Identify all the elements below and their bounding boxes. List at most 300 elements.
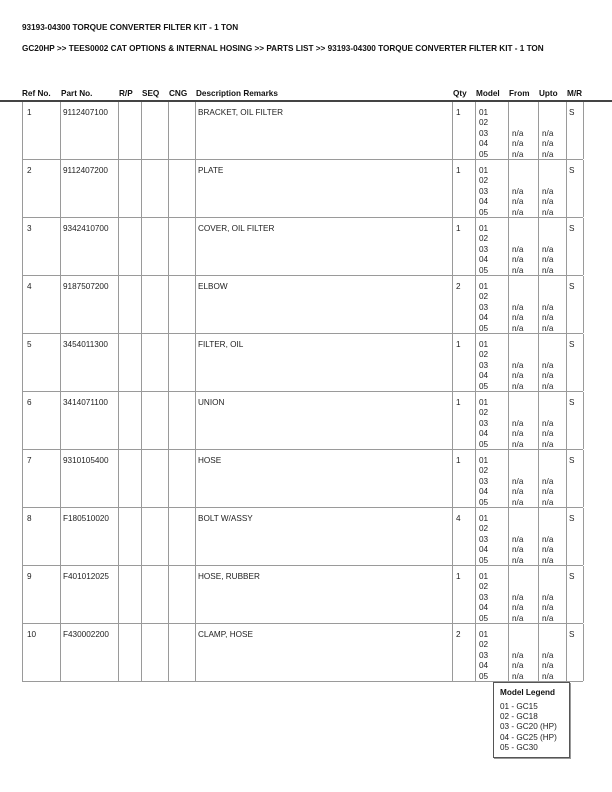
column-divider — [195, 624, 196, 681]
cell-models-line: 01 — [479, 630, 489, 639]
cell-part-no: 9342410700 — [63, 224, 109, 233]
column-divider — [141, 450, 142, 507]
cell-from-line: n/a — [512, 371, 524, 381]
cell-from-line — [512, 640, 523, 650]
cell-from — [512, 572, 523, 624]
cell-upto-line — [542, 408, 553, 418]
cell-models-line: 04 — [479, 255, 489, 265]
cell-upto-line: n/a — [542, 381, 554, 391]
column-divider — [583, 334, 584, 391]
cell-models-line: 03 — [479, 418, 489, 428]
cell-models-line: 03 — [479, 650, 489, 660]
column-divider — [538, 276, 539, 333]
legend-item: 03 - GC20 (HP) — [500, 722, 557, 732]
column-divider — [452, 218, 453, 275]
column-divider — [566, 160, 567, 217]
cell-from — [512, 282, 523, 334]
cell-mr: S — [569, 166, 575, 175]
cell-from-line: n/a — [512, 613, 524, 623]
cell-models-line: 01 — [479, 108, 489, 117]
column-divider — [141, 566, 142, 623]
cell-upto-line: n/a — [542, 429, 554, 439]
table-row — [22, 624, 583, 682]
column-divider — [118, 624, 119, 681]
cell-upto-line: n/a — [542, 418, 554, 428]
col-ref-no: Ref No. — [22, 89, 51, 98]
column-divider — [566, 218, 567, 275]
column-divider — [583, 508, 584, 565]
cell-from-line — [512, 466, 523, 476]
column-divider — [566, 276, 567, 333]
cell-upto-line — [542, 118, 553, 128]
cell-from-line: n/a — [512, 661, 524, 671]
cell-upto-line: n/a — [542, 128, 554, 138]
column-divider — [168, 160, 169, 217]
column-divider — [118, 160, 119, 217]
cell-from-line: n/a — [512, 545, 524, 555]
legend-item: 04 - GC25 (HP) — [500, 732, 557, 742]
cell-description: HOSE, RUBBER — [198, 572, 260, 581]
column-divider — [141, 218, 142, 275]
cell-upto-line — [542, 282, 553, 292]
column-divider — [60, 508, 61, 565]
cell-from-line: n/a — [512, 197, 524, 207]
column-divider — [118, 508, 119, 565]
column-divider — [508, 392, 509, 449]
cell-qty: 2 — [456, 630, 461, 639]
column-divider — [452, 508, 453, 565]
cell-qty: 2 — [456, 282, 461, 291]
cell-upto-line: n/a — [542, 613, 554, 623]
cell-upto-line: n/a — [542, 323, 554, 333]
cell-models-line: 01 — [479, 340, 489, 349]
cell-description: UNION — [198, 398, 225, 407]
cell-upto — [542, 456, 553, 508]
cell-upto-line — [542, 224, 553, 234]
cell-models — [479, 108, 488, 160]
column-divider — [508, 102, 509, 159]
column-divider — [22, 566, 23, 623]
cell-mr: S — [569, 340, 575, 349]
cell-upto — [542, 514, 553, 566]
cell-upto — [542, 630, 553, 682]
cell-from-line: n/a — [512, 207, 524, 217]
cell-from-line: n/a — [512, 302, 524, 312]
cell-models-line: 02 — [479, 582, 489, 592]
cell-upto — [542, 572, 553, 624]
cell-upto — [542, 108, 553, 160]
column-divider — [583, 624, 584, 681]
cell-from-line: n/a — [512, 439, 524, 449]
column-divider — [168, 102, 169, 159]
cell-models-line: 03 — [479, 186, 489, 196]
cell-upto-line — [542, 234, 553, 244]
column-divider — [583, 566, 584, 623]
cell-qty: 1 — [456, 456, 461, 465]
cell-models-line: 02 — [479, 640, 489, 650]
column-divider — [168, 392, 169, 449]
cell-mr: S — [569, 456, 575, 465]
cell-part-no: 9310105400 — [63, 456, 109, 465]
cell-from-line — [512, 398, 523, 408]
cell-from — [512, 166, 523, 218]
cell-upto-line — [542, 514, 553, 524]
cell-models-line: 04 — [479, 429, 489, 439]
column-divider — [168, 508, 169, 565]
column-divider — [60, 160, 61, 217]
cell-ref-no: 9 — [27, 572, 32, 581]
cell-mr: S — [569, 514, 575, 523]
cell-upto-line — [542, 582, 553, 592]
cell-ref-no: 8 — [27, 514, 32, 523]
col-model: Model — [476, 89, 500, 98]
column-divider — [583, 276, 584, 333]
cell-from-line — [512, 108, 523, 118]
cell-models-line: 05 — [479, 149, 489, 159]
cell-mr: S — [569, 108, 575, 117]
col-from: From — [509, 89, 530, 98]
cell-models-line: 04 — [479, 545, 489, 555]
cell-upto-line — [542, 456, 553, 466]
cell-upto-line: n/a — [542, 661, 554, 671]
column-divider — [452, 566, 453, 623]
column-divider — [195, 218, 196, 275]
column-divider — [118, 334, 119, 391]
cell-models-line: 01 — [479, 224, 489, 233]
cell-from-line: n/a — [512, 429, 524, 439]
cell-ref-no: 4 — [27, 282, 32, 291]
cell-part-no: 9112407100 — [63, 108, 108, 117]
column-divider — [538, 624, 539, 681]
column-divider — [22, 102, 23, 159]
cell-from-line: n/a — [512, 139, 524, 149]
cell-description: COVER, OIL FILTER — [198, 224, 275, 233]
legend-items — [500, 702, 557, 753]
legend-item: 02 - GC18 — [500, 712, 538, 722]
cell-models-line: 04 — [479, 603, 489, 613]
column-divider — [475, 102, 476, 159]
column-divider — [566, 624, 567, 681]
table-row — [22, 392, 583, 450]
column-divider — [60, 102, 61, 159]
cell-from-line — [512, 224, 523, 234]
column-divider — [195, 276, 196, 333]
cell-models — [479, 282, 488, 334]
cell-from-line — [512, 524, 523, 534]
cell-from — [512, 340, 523, 392]
cell-upto-line: n/a — [542, 302, 554, 312]
column-divider — [141, 624, 142, 681]
cell-models — [479, 572, 488, 624]
cell-from-line — [512, 408, 523, 418]
col-qty: Qty — [453, 89, 467, 98]
cell-from-line — [512, 282, 523, 292]
cell-mr: S — [569, 572, 575, 581]
cell-models-line: 03 — [479, 302, 489, 312]
cell-upto-line — [542, 108, 553, 118]
cell-from-line: n/a — [512, 381, 524, 391]
cell-upto — [542, 340, 553, 392]
cell-from-line: n/a — [512, 265, 524, 275]
column-divider — [118, 566, 119, 623]
column-divider — [475, 392, 476, 449]
cell-from-line: n/a — [512, 313, 524, 323]
cell-from-line — [512, 340, 523, 350]
col-description: Description Remarks — [196, 89, 278, 98]
cell-qty: 1 — [456, 224, 461, 233]
cell-description: ELBOW — [198, 282, 228, 291]
cell-upto-line: n/a — [542, 186, 554, 196]
cell-ref-no: 1 — [27, 108, 32, 117]
col-rp: R/P — [119, 89, 133, 98]
column-divider — [60, 334, 61, 391]
cell-part-no: 3454011300 — [63, 340, 108, 349]
cell-models-line: 03 — [479, 534, 489, 544]
cell-upto-line: n/a — [542, 497, 554, 507]
cell-part-no: F430002200 — [63, 630, 109, 639]
cell-ref-no: 2 — [27, 166, 32, 175]
cell-models-line: 02 — [479, 292, 489, 302]
cell-models-line: 03 — [479, 592, 489, 602]
cell-qty: 1 — [456, 572, 461, 581]
column-divider — [452, 450, 453, 507]
cell-upto-line: n/a — [542, 265, 554, 275]
column-divider — [566, 508, 567, 565]
cell-models — [479, 224, 488, 276]
column-divider — [141, 276, 142, 333]
cell-description: CLAMP, HOSE — [198, 630, 253, 639]
cell-upto-line: n/a — [542, 139, 554, 149]
cell-models-line: 01 — [479, 398, 489, 407]
cell-models-line: 01 — [479, 514, 489, 523]
cell-models-line: 04 — [479, 487, 489, 497]
column-divider — [508, 508, 509, 565]
cell-from-line: n/a — [512, 186, 524, 196]
cell-from-line — [512, 582, 523, 592]
cell-upto — [542, 398, 553, 450]
cell-models-line: 02 — [479, 524, 489, 534]
column-divider — [141, 160, 142, 217]
column-divider — [508, 218, 509, 275]
cell-upto-line: n/a — [542, 592, 554, 602]
table-row — [22, 102, 583, 160]
col-part-no: Part No. — [61, 89, 93, 98]
column-divider — [452, 102, 453, 159]
cell-from-line — [512, 514, 523, 524]
cell-models — [479, 456, 488, 508]
column-divider — [168, 624, 169, 681]
cell-models-line: 02 — [479, 118, 489, 128]
cell-upto — [542, 282, 553, 334]
cell-from-line — [512, 176, 523, 186]
column-divider — [566, 334, 567, 391]
column-divider — [60, 276, 61, 333]
cell-from-line — [512, 292, 523, 302]
cell-from-line: n/a — [512, 650, 524, 660]
column-divider — [538, 392, 539, 449]
column-divider — [538, 450, 539, 507]
column-divider — [452, 624, 453, 681]
table-row — [22, 276, 583, 334]
column-divider — [508, 450, 509, 507]
column-divider — [195, 160, 196, 217]
legend-item: 05 - GC30 — [500, 742, 538, 752]
column-divider — [195, 566, 196, 623]
cell-upto-line — [542, 398, 553, 408]
cell-from-line: n/a — [512, 671, 524, 681]
column-divider — [508, 160, 509, 217]
column-divider — [583, 450, 584, 507]
col-cng: CNG — [169, 89, 188, 98]
cell-from-line: n/a — [512, 418, 524, 428]
column-divider — [538, 102, 539, 159]
col-seq: SEQ — [142, 89, 160, 98]
cell-upto-line: n/a — [542, 149, 554, 159]
cell-upto-line: n/a — [542, 360, 554, 370]
cell-models-line: 03 — [479, 360, 489, 370]
column-divider — [168, 566, 169, 623]
breadcrumb: GC20HP >> TEES0002 CAT OPTIONS & INTERNAL HOSING >> PARTS LIST >> 93193-04300 TORQUE CONVERTER FILTER KIT - 1 TON — [22, 44, 544, 53]
cell-mr: S — [569, 282, 575, 291]
cell-from-line: n/a — [512, 255, 524, 265]
cell-models-line: 05 — [479, 207, 489, 217]
column-divider — [475, 624, 476, 681]
column-divider — [195, 334, 196, 391]
column-divider — [508, 566, 509, 623]
cell-from-line: n/a — [512, 244, 524, 254]
cell-part-no: 9187507200 — [63, 282, 109, 291]
cell-upto-line — [542, 630, 553, 640]
cell-from — [512, 398, 523, 450]
cell-models — [479, 340, 488, 392]
cell-from-line — [512, 630, 523, 640]
table-row — [22, 566, 583, 624]
cell-from — [512, 514, 523, 566]
column-divider — [22, 276, 23, 333]
table-row — [22, 334, 583, 392]
cell-models-line: 05 — [479, 439, 489, 449]
column-divider — [22, 624, 23, 681]
cell-from-line: n/a — [512, 497, 524, 507]
cell-upto-line: n/a — [542, 487, 554, 497]
column-divider — [566, 102, 567, 159]
cell-from-line: n/a — [512, 592, 524, 602]
cell-upto-line: n/a — [542, 439, 554, 449]
cell-from — [512, 108, 523, 160]
cell-models — [479, 514, 488, 566]
column-divider — [538, 508, 539, 565]
column-divider — [22, 392, 23, 449]
column-divider — [475, 450, 476, 507]
cell-description: BOLT W/ASSY — [198, 514, 253, 523]
column-divider — [22, 334, 23, 391]
cell-models-line: 05 — [479, 381, 489, 391]
cell-upto-line — [542, 524, 553, 534]
cell-part-no: F401012025 — [63, 572, 109, 581]
column-divider — [475, 334, 476, 391]
cell-from-line: n/a — [512, 603, 524, 613]
cell-models-line: 02 — [479, 234, 489, 244]
cell-upto-line — [542, 640, 553, 650]
cell-models-line: 05 — [479, 555, 489, 565]
cell-from-line — [512, 234, 523, 244]
column-divider — [452, 276, 453, 333]
cell-ref-no: 6 — [27, 398, 32, 407]
cell-models-line: 04 — [479, 197, 489, 207]
cell-ref-no: 3 — [27, 224, 32, 233]
cell-upto-line: n/a — [542, 313, 554, 323]
cell-from-line — [512, 118, 523, 128]
cell-models — [479, 630, 488, 682]
column-divider — [60, 392, 61, 449]
table-row — [22, 160, 583, 218]
parts-table — [22, 102, 583, 682]
cell-from-line: n/a — [512, 128, 524, 138]
cell-models-line: 04 — [479, 371, 489, 381]
column-divider — [566, 450, 567, 507]
cell-models-line: 04 — [479, 139, 489, 149]
cell-models-line: 03 — [479, 128, 489, 138]
cell-from-line: n/a — [512, 476, 524, 486]
column-divider — [583, 392, 584, 449]
column-divider — [452, 160, 453, 217]
cell-mr: S — [569, 630, 575, 639]
column-divider — [195, 102, 196, 159]
cell-from-line — [512, 456, 523, 466]
cell-ref-no: 10 — [27, 630, 37, 639]
cell-ref-no: 5 — [27, 340, 32, 349]
column-divider — [452, 334, 453, 391]
column-divider — [566, 392, 567, 449]
cell-models — [479, 166, 488, 218]
table-row — [22, 450, 583, 508]
column-divider — [60, 450, 61, 507]
cell-models-line: 01 — [479, 456, 489, 465]
column-divider — [22, 508, 23, 565]
cell-from-line: n/a — [512, 555, 524, 565]
cell-upto-line: n/a — [542, 603, 554, 613]
column-divider — [141, 392, 142, 449]
cell-from — [512, 224, 523, 276]
column-divider — [22, 160, 23, 217]
cell-models-line: 02 — [479, 350, 489, 360]
table-row — [22, 218, 583, 276]
column-divider — [475, 218, 476, 275]
column-divider — [168, 450, 169, 507]
cell-description: HOSE — [198, 456, 222, 465]
cell-qty: 4 — [456, 514, 461, 523]
cell-from-line — [512, 350, 523, 360]
legend-item: 01 - GC15 — [500, 702, 538, 711]
cell-models-line: 01 — [479, 572, 489, 581]
column-divider — [60, 624, 61, 681]
cell-upto-line — [542, 176, 553, 186]
column-divider — [475, 508, 476, 565]
cell-part-no: F180510020 — [63, 514, 109, 523]
column-divider — [141, 508, 142, 565]
column-divider — [168, 218, 169, 275]
column-divider — [538, 218, 539, 275]
table-row — [22, 508, 583, 566]
column-divider — [118, 392, 119, 449]
cell-ref-no: 7 — [27, 456, 32, 465]
cell-models-line: 05 — [479, 265, 489, 275]
cell-models-line: 01 — [479, 282, 489, 291]
cell-models-line: 05 — [479, 613, 489, 623]
column-divider — [583, 160, 584, 217]
cell-upto-line: n/a — [542, 197, 554, 207]
cell-from-line: n/a — [512, 487, 524, 497]
